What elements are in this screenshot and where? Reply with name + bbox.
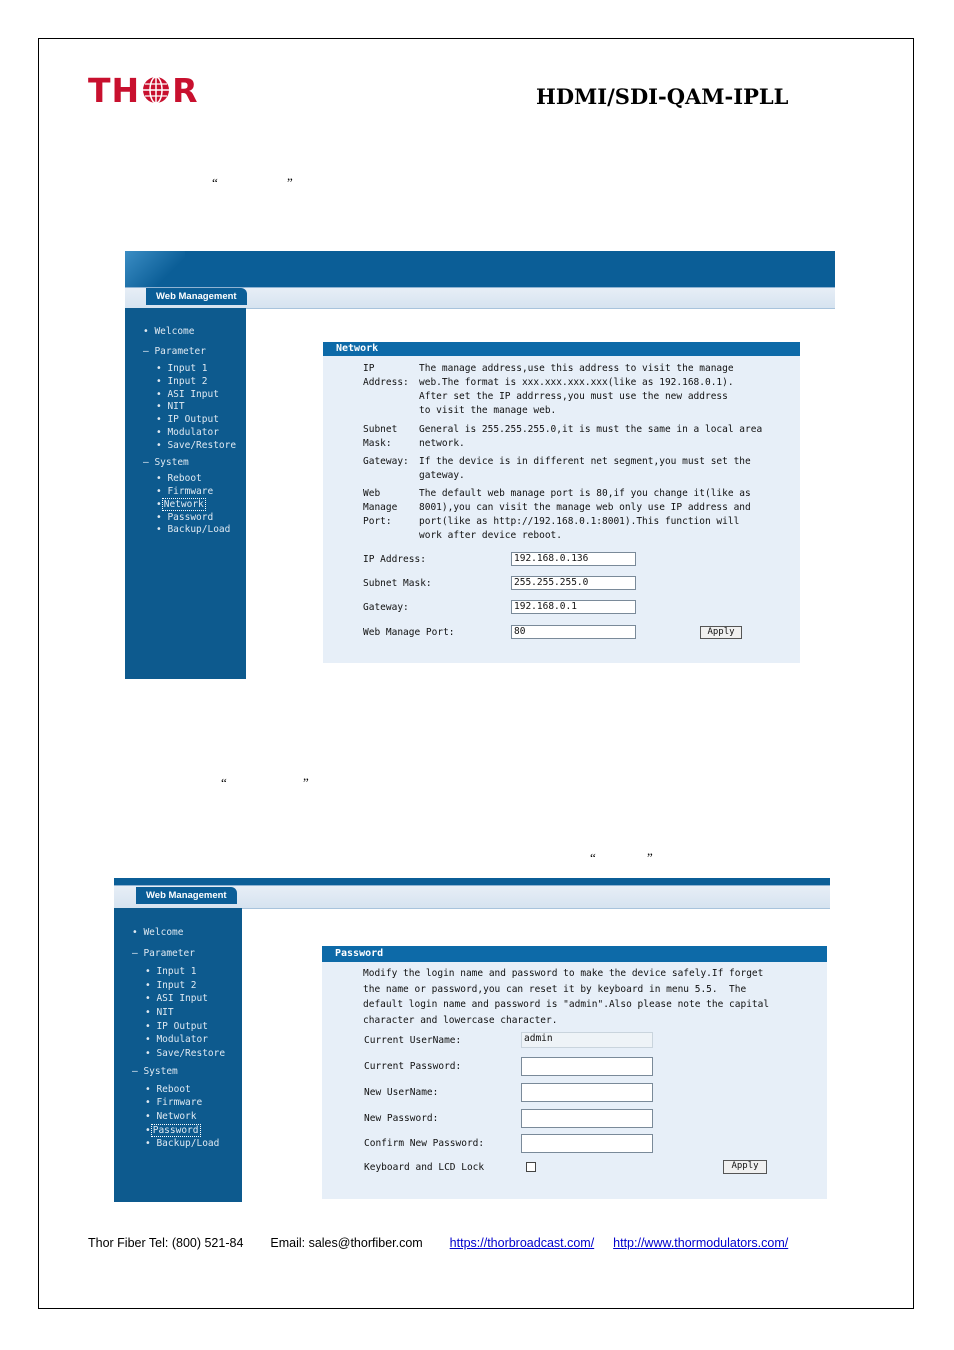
sidebar-item-firmware[interactable]: • Firmware: [145, 1097, 203, 1108]
sidebar-item-password[interactable]: • Password: [156, 512, 214, 523]
password-panel: [322, 946, 827, 1199]
panel-title: Network: [323, 342, 800, 356]
footer-link-thorbroadcast[interactable]: https://thorbroadcast.com/: [449, 1236, 595, 1250]
confirm-password-label: Confirm New Password:: [364, 1138, 485, 1149]
confirm-password-input[interactable]: [521, 1134, 653, 1153]
web-management-tab[interactable]: Web Management: [146, 288, 247, 305]
password-intro: Modify the login name and password to make the device safely.If forget the name or password,you can reset it by keyboard in menu 5.5. The default login name and password is "admin".Also please note the capital character and lowercase character.: [363, 968, 770, 1026]
web-management-tab[interactable]: Web Management: [136, 887, 237, 904]
help-port-text: The default web manage port is 80,if you change it(like as 8001),you can visit the manage web only use IP address and port(like as http://192.168.0.1:8001).This function will work after device reboot.: [419, 488, 751, 541]
help-mask-text: General is 255.255.255.0,it is must the same in a local area network.: [419, 424, 763, 449]
keyboard-lcd-lock-label: Keyboard and LCD Lock: [364, 1162, 485, 1173]
current-username-field: admin: [521, 1032, 653, 1048]
sidebar-item-system[interactable]: – System: [132, 1066, 178, 1077]
new-password-label: New Password:: [364, 1113, 439, 1124]
current-username-label: Current UserName:: [364, 1035, 462, 1046]
footer: [88, 1236, 788, 1250]
sidebar-item-reboot[interactable]: • Reboot: [145, 1084, 191, 1095]
top-banner-strip: [114, 878, 830, 885]
close-quote-3: ”: [647, 850, 653, 865]
help-ip-label: IP Address:: [363, 363, 409, 388]
sidebar-item-firmware[interactable]: • Firmware: [156, 486, 214, 497]
globe-icon: [141, 75, 171, 105]
thor-logo: [88, 72, 199, 108]
sidebar-item-input1[interactable]: • Input 1: [156, 363, 208, 374]
logo-text-right: R: [172, 70, 199, 110]
new-username-input[interactable]: [521, 1083, 653, 1102]
close-quote-2: ”: [303, 775, 309, 790]
sidebar-item-input2[interactable]: • Input 2: [156, 376, 208, 387]
current-password-label: Current Password:: [364, 1061, 462, 1072]
document-title: HDMI/SDI-QAM-IPLL: [536, 84, 789, 109]
sidebar-item-backup-load[interactable]: • Backup/Load: [156, 524, 231, 535]
sidebar-item-network[interactable]: • Network: [145, 1111, 197, 1122]
web-port-label: Web Manage Port:: [363, 627, 455, 638]
new-password-input[interactable]: [521, 1109, 653, 1128]
apply-button[interactable]: Apply: [723, 1160, 767, 1174]
sidebar-menu: [114, 908, 242, 1202]
close-quote: ”: [287, 175, 293, 190]
help-ip-text: The manage address,use this address to visit the manage web.The format is xxx.xxx.xxx.xxx(like as 192.168.0.1). After set the IP addrress,you must use the new address to visit the manage web.: [419, 363, 734, 416]
top-banner: [125, 251, 835, 287]
gateway-label: Gateway:: [363, 602, 409, 613]
logo-text-left: TH: [88, 70, 141, 110]
sidebar-item-parameter[interactable]: – Parameter: [143, 346, 206, 357]
sidebar-item-ip-output[interactable]: • IP Output: [145, 1021, 208, 1032]
help-mask-label: Subnet Mask:: [363, 424, 398, 449]
open-quote: “: [212, 175, 218, 190]
sidebar-menu: [125, 308, 246, 679]
sidebar-item-welcome[interactable]: • Welcome: [132, 927, 184, 938]
open-quote-3: “: [590, 850, 596, 865]
open-quote-2: “: [221, 775, 227, 790]
footer-link-thormodulators[interactable]: http://www.thormodulators.com/: [613, 1236, 789, 1250]
web-port-input[interactable]: 80: [511, 625, 636, 639]
sidebar-item-asi-input[interactable]: • ASI Input: [156, 389, 219, 400]
help-gateway-label: Gateway:: [363, 456, 409, 467]
sidebar-item-modulator[interactable]: • Modulator: [145, 1034, 208, 1045]
sidebar-item-welcome[interactable]: • Welcome: [143, 326, 195, 337]
network-screenshot: [125, 251, 835, 679]
ip-address-label: IP Address:: [363, 554, 426, 565]
sidebar-item-nit[interactable]: • NIT: [145, 1007, 174, 1018]
gateway-input[interactable]: 192.168.0.1: [511, 600, 636, 614]
sidebar-item-ip-output[interactable]: • IP Output: [156, 414, 219, 425]
sidebar-item-modulator[interactable]: • Modulator: [156, 427, 219, 438]
sidebar-item-backup-load[interactable]: • Backup/Load: [145, 1138, 220, 1149]
sidebar-item-save-restore[interactable]: • Save/Restore: [145, 1048, 226, 1059]
panel-title: Password: [322, 946, 827, 962]
help-port-label: Web Manage Port:: [363, 488, 398, 527]
sidebar-item-parameter[interactable]: – Parameter: [132, 948, 195, 959]
network-panel: [323, 342, 800, 663]
apply-button[interactable]: Apply: [700, 626, 742, 639]
sidebar-item-system[interactable]: – System: [143, 457, 189, 468]
keyboard-lcd-lock-checkbox[interactable]: [526, 1162, 536, 1172]
sidebar-item-input1[interactable]: • Input 1: [145, 966, 197, 977]
ip-address-input[interactable]: 192.168.0.136: [511, 552, 636, 566]
sidebar-item-network[interactable]: • Network: [156, 499, 204, 510]
sidebar-item-password[interactable]: • Password: [145, 1125, 199, 1136]
subnet-mask-input[interactable]: 255.255.255.0: [511, 576, 636, 590]
new-username-label: New UserName:: [364, 1087, 439, 1098]
current-password-input[interactable]: [521, 1057, 653, 1076]
footer-tel: Thor Fiber Tel: (800) 521-84: [88, 1236, 244, 1250]
sidebar-item-save-restore[interactable]: • Save/Restore: [156, 440, 237, 451]
sidebar-item-input2[interactable]: • Input 2: [145, 980, 197, 991]
sidebar-item-nit[interactable]: • NIT: [156, 401, 185, 412]
subnet-mask-label: Subnet Mask:: [363, 578, 432, 589]
password-screenshot: [114, 878, 830, 1202]
sidebar-item-reboot[interactable]: • Reboot: [156, 473, 202, 484]
footer-email: Email: sales@thorfiber.com: [270, 1236, 423, 1250]
help-gateway-text: If the device is in different net segment,you must set the gateway.: [419, 456, 751, 481]
sidebar-item-asi-input[interactable]: • ASI Input: [145, 993, 208, 1004]
